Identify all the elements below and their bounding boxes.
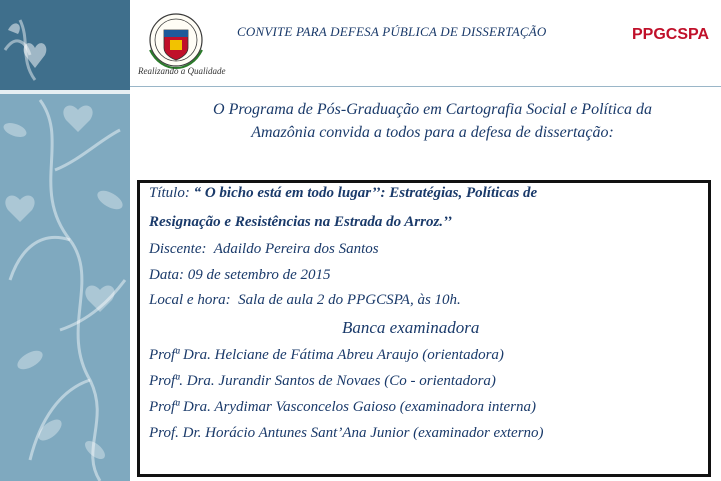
committee-member: Profª Dra. Helciane de Fátima Abreu Araujo (orientadora) (149, 347, 504, 363)
header-divider (130, 86, 721, 87)
floral-pattern-icon (0, 0, 130, 481)
date-label: Data: (149, 267, 184, 283)
decorative-sidebar (0, 0, 130, 481)
title-label: Título: (149, 185, 190, 201)
committee-heading: Banca examinadora (342, 318, 480, 337)
intro-line-2: Amazônia convida a todos para a defesa de dissertação: (251, 124, 614, 141)
logo-motto: Realizando a Qualidade (138, 66, 226, 76)
committee-member: Profª Dra. Arydimar Vasconcelos Gaioso (examinadora interna) (149, 399, 537, 415)
student-label: Discente: (149, 241, 207, 257)
program-brand: PPGCSPA (632, 26, 710, 43)
committee-member: Prof. Dr. Horácio Antunes Sant’Ana Junior (examinador externo) (149, 425, 544, 441)
title-value-line-2: Resignação e Resistências na Estrada do Arroz.’’ (149, 214, 452, 230)
location-label: Local e hora: (149, 292, 231, 308)
committee-member: Profª. Dra. Jurandir Santos de Novaes (Co - orientadora) (149, 373, 496, 389)
student-row (149, 241, 379, 258)
location-row (149, 292, 461, 309)
invitation-title: CONVITE PARA DEFESA PÚBLICA DE DISSERTAÇÃO (237, 24, 547, 39)
date-row (149, 267, 331, 284)
intro-paragraph (150, 98, 715, 144)
location-value: Sala de aula 2 do PPGCSPA, às 10h. (238, 292, 461, 308)
intro-line-1: O Programa de Pós-Graduação em Cartografia Social e Política da (213, 101, 652, 118)
title-value-line-1: “ O bicho está em todo lugar’’: Estratégias, Políticas de (193, 185, 538, 201)
title-row (149, 185, 537, 202)
date-value: 09 de setembro de 2015 (187, 267, 331, 283)
student-name: Adaildo Pereira dos Santos (213, 241, 379, 257)
